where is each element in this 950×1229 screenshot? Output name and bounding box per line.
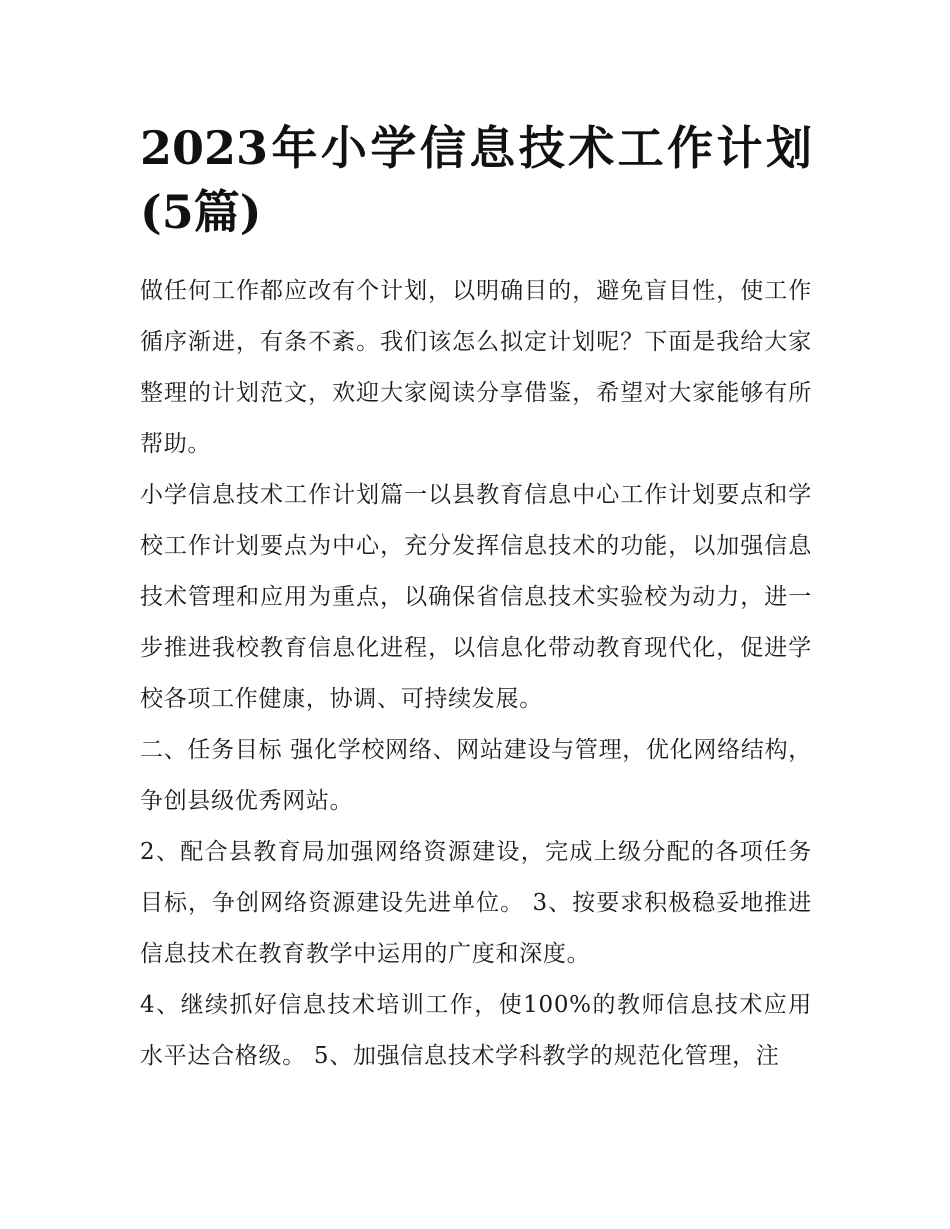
paragraph-task-goals: 二、任务目标 强化学校网络、网站建设与管理，优化网络结构，争创县级优秀网站。 — [140, 737, 812, 814]
paragraph-items-4-5: 4、继续抓好信息技术培训工作，使100%的教师信息技术应用水平达合格级。 5、加强信息技术学科教学的规范化管理，注 — [140, 992, 812, 1069]
document-content — [140, 116, 812, 1082]
paragraph-intro: 做任何工作都应改有个计划，以明确目的，避免盲目性，使工作循序渐进，有条不紊。我们该怎么拟定计划呢？下面是我给大家整理的计划范文，欢迎大家阅读分享借鉴，希望对大家能够有所帮助。 — [140, 278, 812, 457]
paragraph-items-2-3: 2、配合县教育局加强网络资源建设，完成上级分配的各项任务目标，争创网络资源建设先进单位。 3、按要求积极稳妥地推进信息技术在教育教学中运用的广度和深度。 — [140, 839, 812, 967]
paragraph-plan-one: 小学信息技术工作计划篇一以县教育信息中心工作计划要点和学校工作计划要点为中心，充分发挥信息技术的功能，以加强信息技术管理和应用为重点，以确保省信息技术实验校为动力，进一步推进我校教育信息化进程，以信息化带动教育现代化，促进学校各项工作健康，协调、可持续发展。 — [140, 482, 812, 712]
document-body — [140, 266, 812, 1082]
document-title: 2023年小学信息技术工作计划(5篇) — [140, 121, 812, 239]
